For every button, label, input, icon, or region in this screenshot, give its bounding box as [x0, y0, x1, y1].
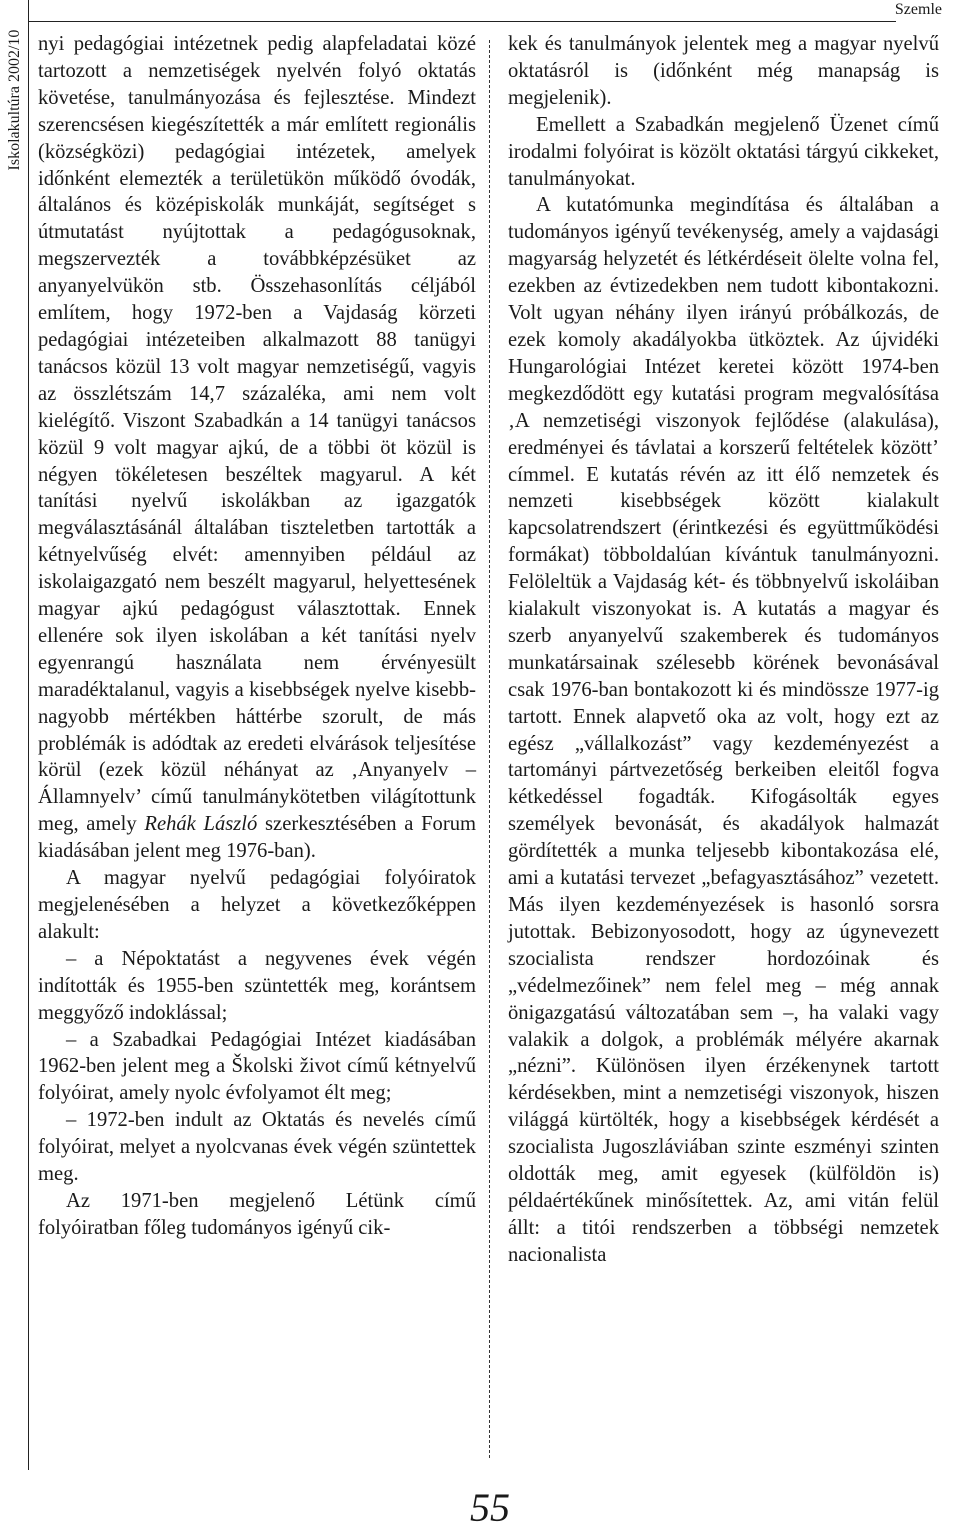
right-paragraph-2: Emellett a Szabadkán megjelenő Üzenet című irodalmi folyóirat is közölt oktatási tárgyú cikkeket, tanulmányokat.: [508, 113, 939, 190]
left-paragraph-3: Az 1971-ben megjelenő Létünk című folyóiratban főleg tudományos igényű cik-: [38, 1189, 476, 1239]
section-label: Szemle: [894, 1, 942, 18]
left-paragraph-1: [38, 31, 476, 865]
journal-title: Iskolakultúra 2002/10: [6, 29, 23, 171]
page-number: 55: [470, 1485, 510, 1530]
right-paragraph-3: A kutatómunka megindítása és általában a tudományos igényű tevékenység, amely a vajdasági magyarság helyzetét és létkérdéseit ölelte volna fel, ezekben az évtizedekben nem tudott kibontakozni. Volt ugyan néhány ilyen irányú próbálkozás, de ezek komoly akadályokba ütköztek. Az újvidéki Hungarológiai Intézet keretei között 1974-ben megkezdődött egy kutatási program megvalósítása ‚A nemzetiségi viszonyok fejlődése (alakulása), eredményei és távlatai a korszerű feltételek között’ címmel. E kutatás révén az itt élő nemzetek és nemzeti kisebbségek között kialakult kapcsolatrendszert (érintkezési és együttműködési formákat) többoldalúan kívántuk tanulmányozni. Felöleltük a Vajdaság két- és többnyelvű iskoláiban kialakult viszonyokat is. A kutatás a magyar és szerb anyanyelvű szakemberek és tudományos munkatársainak szélesebb körének bevonásával csak 1976-ban bontakozott ki és mindössze 1977-ig tartott. Ennek alapvető oka az volt, hogy ezt az egész „vállalkozást” vagy kezdeményezést a tartományi pártvezetőség berkeiben eleitől fogva kétkedéssel fogadták. Kifogásolták egyes személyek bevonását, és akadályok halmazát gördítették a munka teljesebb kibontakozása elé, ami a kutatási tervezet „befagyasztásához” vezetett. Más ilyen kezdeményezések is hasonló sorsra jutottak. Bebizonyosodott, hogy az úgynevezett szocialista rendszer hordozóinak és „védelmezőinek” nem felel meg – még annak önigazgatású változatában sem –, ha valaki vagy valakik a dolgok, a problémák mélyére akarnak „nézni”. Különösen ilyen érzékenynek tartott kérdésekben, mint a nemzetiségi viszonyok, hiszen világgá kürtölték, hogy a kisebbségek kérdését a szocialista Jugoszláviában szinte eszményi szinten oldották meg, amit egyesek (külföldön is) példaértékűnek minősítettek. Az, ami vitán felül állt: a titói rendszerben a többségi nemzetek nacionalista: [508, 194, 939, 1266]
left-column: [38, 31, 476, 1242]
left-paragraph-1-end: szerkesztésében a Forum kiadásában jelent meg 1976-ban).: [38, 813, 477, 863]
header-rule: [28, 21, 896, 22]
list-item-2: – a Szabadkai Pedagógiai Intézet kiadásában 1962-ben jelent meg a Školski život című kétnyelvű folyóirat, amely nyolc évfolyamot élt meg;: [38, 1028, 476, 1105]
left-paragraph-1-text: nyi pedagógiai intézetnek pedig alapfeladatai közé tartozott a nemzetiségek nyelvén folyó oktatás követése, tanulmányozása és fejlesztése. Mindezt szerencsésen kiegészítették a már említett regionális (községközi) pedagógiai intézetek, amelyek időnként elemezték a területükön működő óvodák, általános és középiskolák munkáját, segítséget s útmutatást nyújtottak a pedagógusoknak, megszervezték a továbbképzésüket az anyanyelvükön stb. Összehasonlítás céljából említem, hogy 1972-ben a Vajdaság körzeti pedagógiai intézeteiben alkalmazott 88 tanügyi tanácsos közül 13 volt magyar nemzetiségű, vagyis az összlétszám 14,7 százaléka, ami nem volt kielégítő. Viszont Szabadkán a 14 tanügyi tanácsos közül 9 volt magyar ajkú, de a többi öt közül is négyen tökéletesen beszéltek magyarul. A két tanítási nyelvű iskolákban az igazgatók megválasztásánál általában tiszteletben tartották a kétnyelvűség elvét: amennyiben például az iskolaigazgató nem beszélt magyarul, helyettesének magyar ajkú pedagógust választottak. Ennek ellenére sok ilyen iskolában a két tanítási nyelv egyenrangú használata nem érvényesült maradéktalanul, vagyis a kisebbségek nyelve kisebb-nagyobb mértékben háttérbe szorult, de más problémák is adódtak az eredeti elvárások teljesítése körül (ezek közül néhányat az ‚Anyanyelv – Államnyelv’ című tanulmánykötetben világítottunk meg, amely: [38, 33, 476, 836]
list-item-3: – 1972-ben indult az Oktatás és nevelés című folyóirat, melyet a nyolcvanas évek végén szüntettek meg.: [38, 1109, 476, 1186]
editor-name: Rehák László: [144, 813, 258, 836]
running-header-tab: [0, 0, 29, 1470]
right-column: [508, 31, 939, 1269]
left-paragraph-2: A magyar nyelvű pedagógiai folyóiratok megjelenésében a helyzet a következőképpen alakult:: [38, 867, 476, 943]
list-item-1: – a Népoktatást a negyvenes évek végén indították és 1955-ben szüntették meg, korántsem meggyőző indoklással;: [38, 947, 476, 1024]
right-paragraph-1: kek és tanulmányok jelentek meg a magyar nyelvű oktatásról is (időnként még manapság is megjelenik).: [508, 33, 939, 109]
column-divider: [489, 40, 490, 1458]
